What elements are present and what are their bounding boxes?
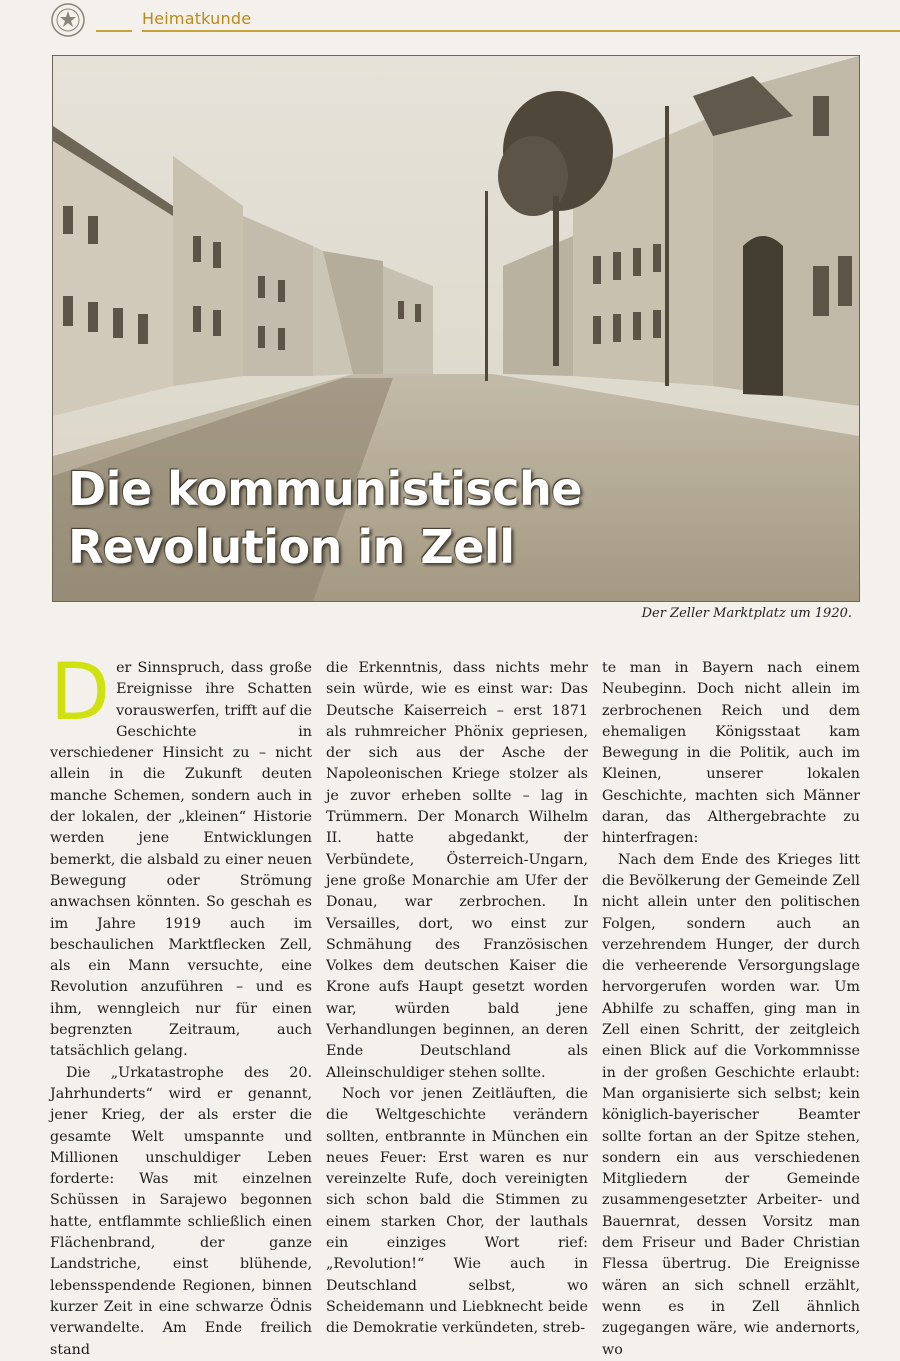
drop-cap: D [50, 648, 111, 738]
paragraph: Nach dem Ende des Krieges litt die Bevölkerung der Gemeinde Zell nicht allein unter den politischen Folgen, sondern auch an verzehrendem Hunger, der durch die verheerende Versorgungslage hervorgerufen worden war. Um Abhilfe zu schaffen, ging man in Zell einen Schritt, der zeitgleich einen Blick auf die Vorkommnisse in der großen Geschichte erlaubt: Man organisierte sich selbst; kein königlich-bayerischer Beamter sollte fortan an der Spitze stehen, sondern ein aus verschiedenen Mitgliedern der Gemeinde zusammengesetzter Arbeiter- und Bauernrat, dessen Vorsitz man dem Friseur und Bader Christian Flessa übertrug. Die Ereignisse wären an sich schnell erzählt, wenn es in Zell ähnlich zugegangen wäre, wie andernorts, wo [602, 851, 860, 1358]
paragraph [50, 648, 312, 1063]
paragraph: te man in Bayern nach einem Neubeginn. Doch nicht allein im zerbrochenen Reich und dem ehemaligen Königsstaat kam Bewegung in die Politik, auch im Kleinen, unserer lokalen Geschichte, machten sich Männer daran, das Althergebrachte zu hinterfragen: [602, 660, 860, 847]
paragraph: Noch vor jenen Zeitläuften, die die Weltgeschichte verändern sollten, entbrannte in München ein neues Feuer: Erst waren es nur vereinzelte Rufe, doch vereinigten sich schon bald die Stimmen zu einem starken Chor, der lauthals ein einziges Wort rief: „Revolution!“ Wie auch in Deutschland selbst, wo Scheidemann und Liebknecht beide die Demokratie verkündeten, streb- [326, 1085, 588, 1337]
title-line-2: Revolution in Zell [68, 520, 515, 574]
text-column-3 [602, 658, 860, 1361]
photo-caption: Der Zeller Marktplatz um 1920. [641, 606, 852, 621]
header-rule [142, 30, 900, 32]
paragraph: die Erkenntnis, dass nichts mehr sein würde, wie es einst war: Das Deutsche Kaiserreich – erst 1871 als ruhmreicher Phönix gepriesen, der sich aus der Asche der Napoleonischen Kriege stolzer als je zuvor erheben sollte – lag in Trümmern. Der Monarch Wilhelm II. hatte abgedankt, der Verbündete, Österreich-Ungarn, jene große Monarchie am Ufer der Donau, war zerbrochen. In Versailles, dort, wo einst zur Schmähung des Französischen Volkes dem deutschen Kaiser die Krone aufs Haupt gesetzt worden war, würden bald jene Verhandlungen beginnen, an deren Ende Deutschland als Alleinschuldiger stehen sollte. [326, 660, 588, 1081]
header-rule-left [96, 30, 132, 32]
page-header [40, 2, 870, 34]
text-column-2 [326, 658, 588, 1340]
text-column-1 [50, 648, 312, 1361]
paragraph: Die „Urkatastrophe des 20. Jahrhunderts“ wird er genannt, jener Krieg, der als erster die gesamte Welt umspannte und Millionen unschuldiger Leben forderte: Was mit einzelnen Schüssen in Sarajewo begonnen hatte, entflammte schließlich einen Flächenbrand, der ganze Landstriche, einst blühende, lebensspendende Regionen, binnen kurzer Zeit in eine schwarze Ödnis verwandelte. Am Ende freilich stand [50, 1064, 312, 1358]
municipal-seal-icon [50, 2, 86, 38]
paragraph-text: er Sinnspruch, dass große Ereignisse ihre Schatten vorauswerfen, trifft auf die Geschichte in verschiedener Hinsicht zu – nicht allein in die Zukunft deuten manche Schemen, sondern auch in der lokalen, der „kleinen“ Historie werden jene Entwicklungen bemerkt, die alsbald zu einer neuen Bewegung oder Strömung anwachsen könnten. So geschah es im Jahre 1919 auch im beschaulichen Marktflecken Zell, als ein Mann versuchte, eine Revolution anzuführen – und es ihm, wenngleich nur für einen begrenzten Zeitraum, auch tatsächlich gelang. [50, 660, 312, 1060]
title-line-1: Die kommunistische [68, 462, 582, 516]
article-title [68, 460, 768, 576]
section-label: Heimatkunde [142, 9, 252, 28]
